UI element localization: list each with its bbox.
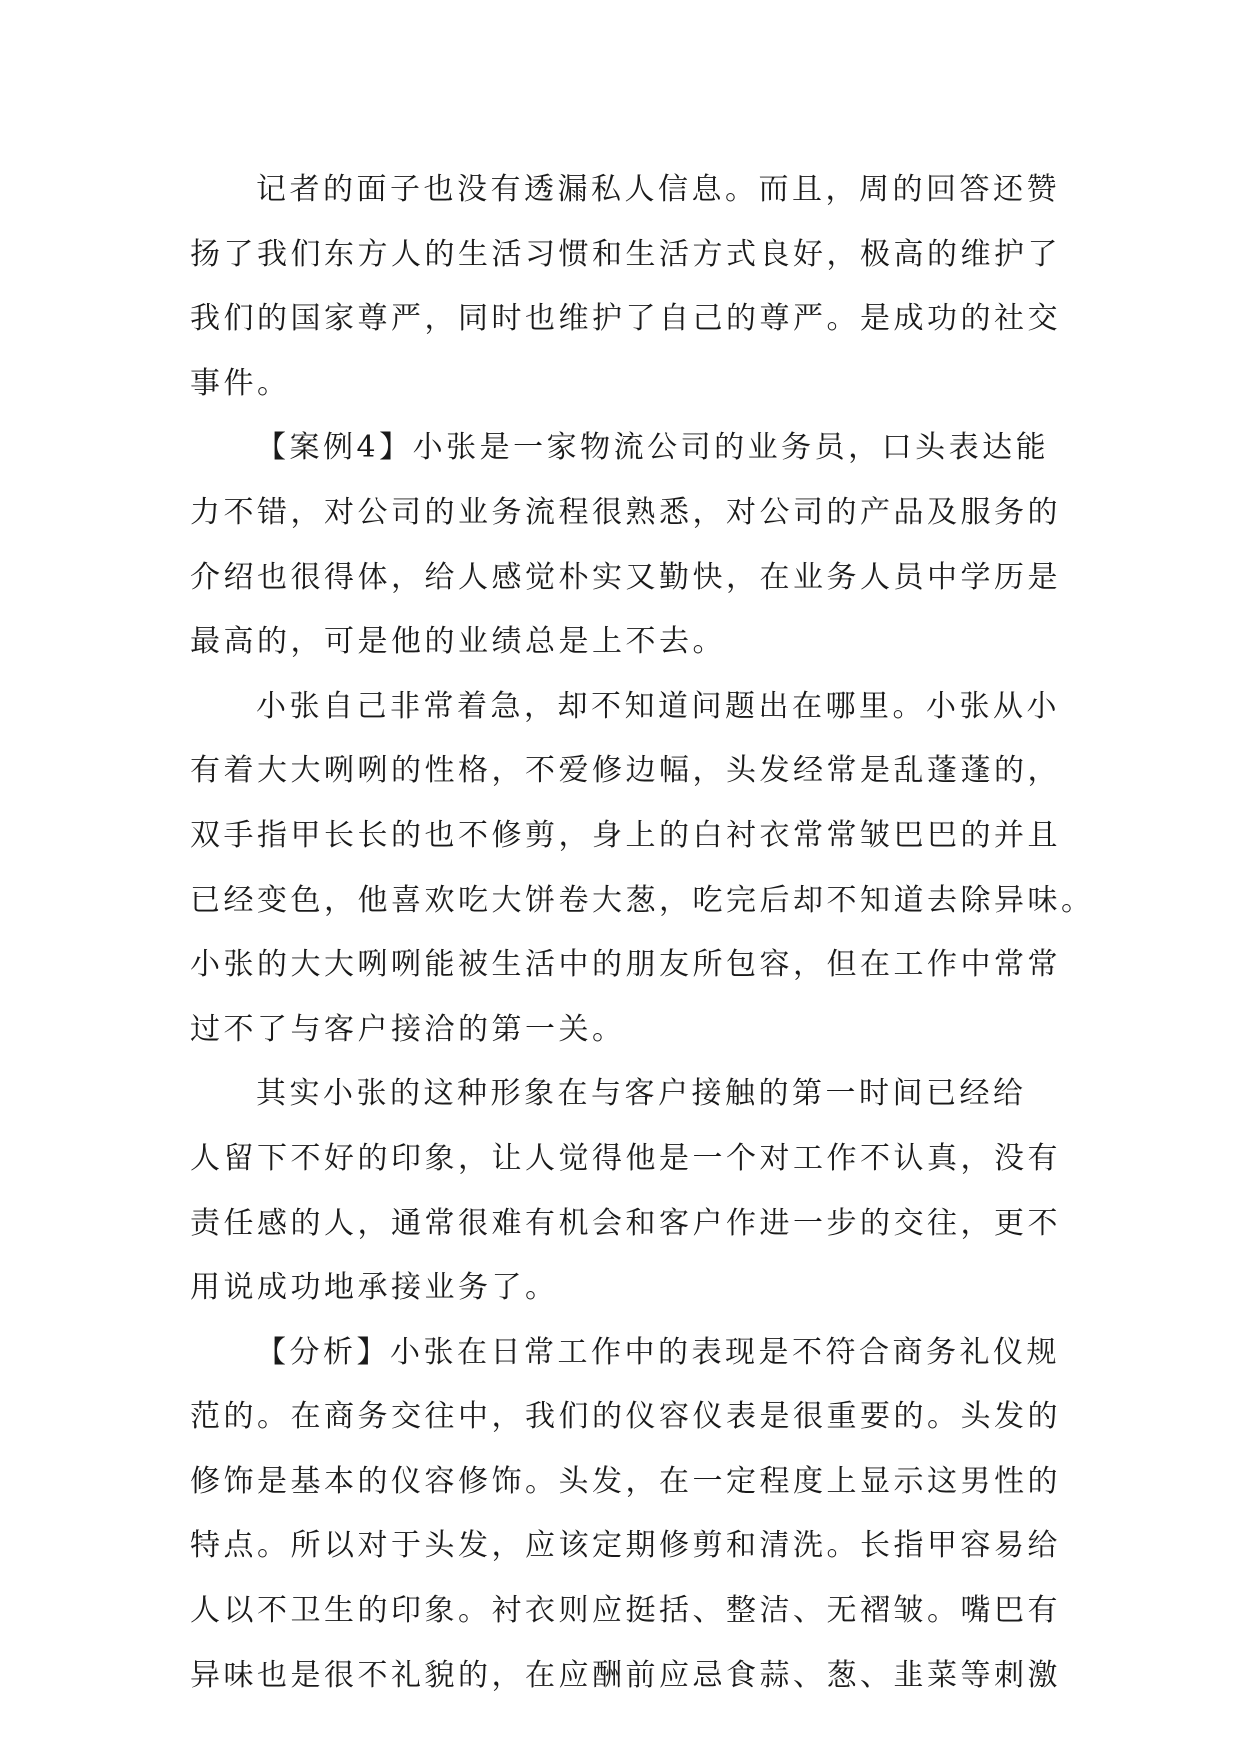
- text-line: 范的。在商务交往中，我们的仪容仪表是很重要的。头发的: [190, 1399, 1061, 1435]
- document-body: [190, 158, 1095, 1708]
- text-line: 小张自己非常着急，却不知道问题出在哪里。小张从小: [256, 688, 1060, 724]
- text-line: 事件。: [190, 365, 291, 401]
- text-line: 扬了我们东方人的生活习惯和生活方式良好，极高的维护了: [190, 236, 1061, 272]
- text-line: 最高的，可是他的业绩总是上不去。: [190, 624, 726, 660]
- text-line: 过不了与客户接洽的第一关。: [190, 1011, 626, 1047]
- text-line: 特点。所以对于头发，应该定期修剪和清洗。长指甲容易给: [190, 1528, 1061, 1564]
- text-line: 小张的大大咧咧能被生活中的朋友所包容，但在工作中常常: [190, 947, 1061, 983]
- text-line: 人以不卫生的印象。衬衣则应挺括、整洁、无褶皱。嘴巴有: [190, 1593, 1061, 1629]
- text-line: 已经变色，他喜欢吃大饼卷大葱，吃完后却不知道去除异味。: [190, 882, 1095, 918]
- text-line: 用说成功地承接业务了。: [190, 1270, 559, 1306]
- text-line: 异味也是很不礼貌的，在应酬前应忌食蒜、葱、韭菜等刺激: [190, 1657, 1061, 1693]
- text-line: 有着大大咧咧的性格，不爱修边幅，头发经常是乱蓬蓬的，: [190, 753, 1061, 789]
- text-line: 我们的国家尊严，同时也维护了自己的尊严。是成功的社交: [190, 301, 1061, 337]
- text-line: 人留下不好的印象，让人觉得他是一个对工作不认真，没有: [190, 1140, 1061, 1176]
- text-line: 其实小张的这种形象在与客户接触的第一时间已经给: [256, 1076, 1027, 1112]
- text-line: 修饰是基本的仪容修饰。头发，在一定程度上显示这男性的: [190, 1463, 1061, 1499]
- text-line: 【分析】小张在日常工作中的表现是不符合商务礼仪规: [256, 1334, 1060, 1370]
- text-line: 介绍也很得体，给人感觉朴实又勤快，在业务人员中学历是: [190, 559, 1061, 595]
- text-line: 记者的面子也没有透漏私人信息。而且，周的回答还赞: [256, 172, 1060, 207]
- text-line: 责任感的人，通常很难有机会和客户作进一步的交往，更不: [190, 1205, 1061, 1241]
- text-line: 【案例4】小张是一家物流公司的业务员，口头表达能: [256, 430, 1050, 466]
- text-line: 双手指甲长长的也不修剪，身上的白衬衣常常皱巴巴的并且: [190, 817, 1061, 853]
- text-line: 力不错，对公司的业务流程很熟悉，对公司的产品及服务的: [190, 494, 1061, 530]
